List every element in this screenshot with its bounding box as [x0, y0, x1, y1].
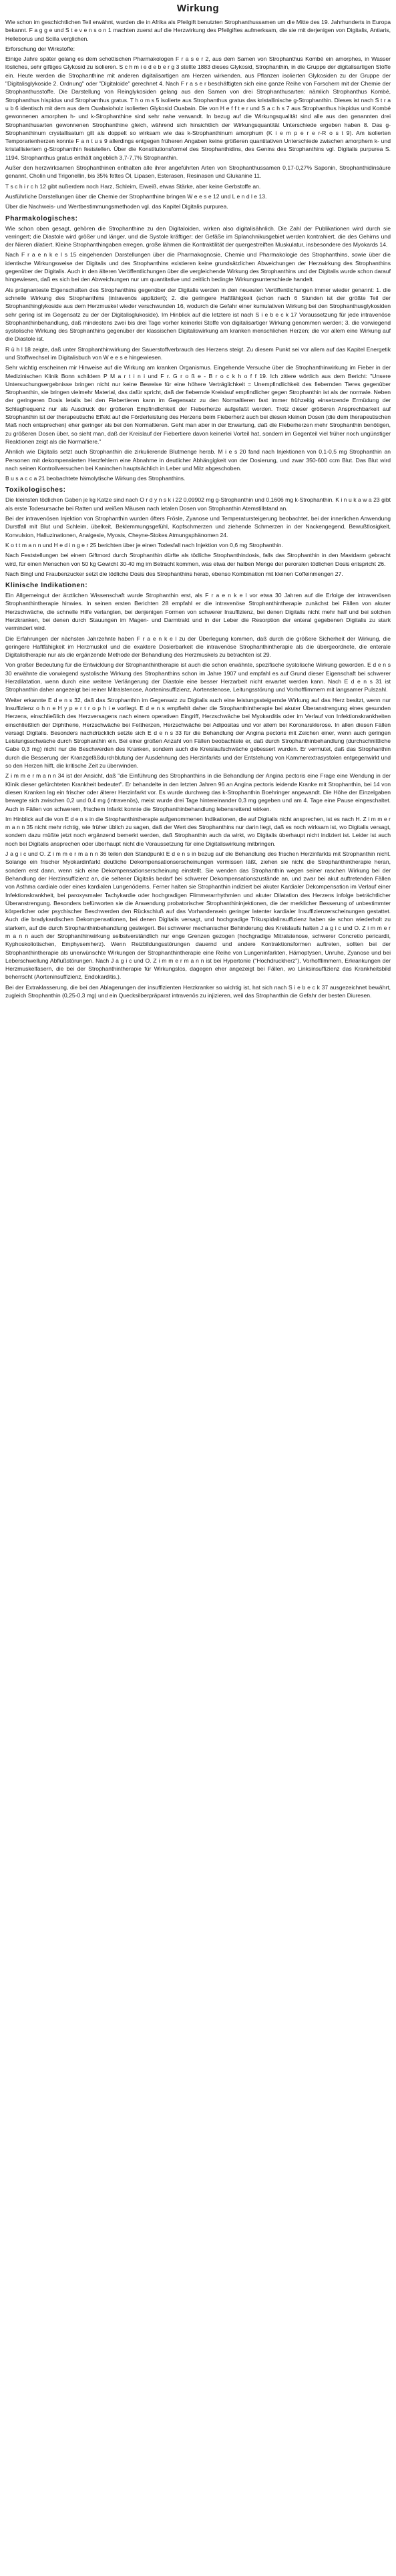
paragraph: Nach Feststellungen bei einem Giftmord durch Strophanthin dürfte als tödliche Strophanthindosis, falls das Strophanthin in den Mastdarm gebracht wird, für einen Menschen von 50 kg Gewicht 30-40 mg im Betracht kommen, was etwa der halben Menge der peroralen tödlichen Dosis entspricht 26. — [5, 552, 391, 567]
section-heading: Toxikologisches: — [5, 486, 66, 494]
document-body — [5, 18, 391, 999]
paragraph: Einige Jahre später gelang es dem schottischen Pharmakologen F r a s e r 2, aus dem Samen von Strophanthus Kombé ein amorphes, in Wasser lösliches, sehr giftiges Glykosid zu isolieren. S c h m i e d e b e r g 3 stellte 1883 dieses Glykosid, Strophanthin, in die Gruppe der digitalisartigen Stoffe ein. Heute werden die Strophanthine mit anderen digitalisartigen am Herzen wirkenden, aus Pflanzen isolierten Glykosiden zu der Gruppe der "Digitalisglykoside 2. Ordnung" oder "Digitaloide" gerechnet 4. Nach F r a s e r beschäftigten sich eine ganze Reihe von Forschern mit der Chemie der Strophanthusstoffe. Die Darstellung von Reinglykosiden gelang aus den Samen von drei Strophanthusarten: nämlich Strophanthus Kombé, Strophanthus hispidus und Strophanthus gratus. T h o m s 5 isolierte aus Strophanthus gratus das kristallinische g-Strophanthin. Dieses ist nach S t r a u b 6 identisch mit dem aus dem Ouabaioholz isolierten Glykosid Ouabain. Die von H e f f t e r und S a c h s 7 aus Strophanthus hispidus und Kombé gewonnenen amorphen h- und k-Strophanthine sind sehr nahe verwandt. In bezug auf die Wirkungsqualität sind alle aus den genannten drei Strophanthusarten gewonnenen Strophanthine gleich, während sich hinsichtlich der Wirkungsquantität Unterschiede ergeben haben 8. Das g-Strophanthinum crystallisatum gilt als doppelt so wirksam wie das k-Strophanthinum amorphum (K i e m p e r e r-R o s t 9). Am isolierten Temporarienherzen konnte F a n t u s 9 allerdings entgegen früheren Angaben keine größeren quantitativen Unterschiede zwischen amorphem k- und kristallisiertem g-Strophanthin feststellen. Über die Konstitutionsformel des Strophanthidins, des Genins des Strophanthins vgl. Digitalis purpurea S. 1194. Strophanthus gratus enthält angeblich 3,7-7,7% Strophanthin. — [5, 55, 391, 161]
paragraph: Ein Allgemeingut der ärztlichen Wissenschaft wurde Strophanthin erst, als F r a e n k e l vor etwa 30 Jahren auf die Erfolge der intravenösen Strophanthintherapie hinwies. In seinen ersten Berichten 28 empfahl er die intravenöse Strophanthintherapie zunächst bei Fällen von akuter Herzschwäche, die schnelle Hilfe verlangten, bei denjenigen Formen von schwerer Insuffizienz, bei denen Digitalis nicht mehr half und bei solchen Herzkranken, bei denen durch Stauungen im Magen- und Darmtrakt und in der Leber die Resorption der enteral gegebenen Digitalis zu stark vermindert wird. — [5, 592, 391, 632]
paragraph: Außer den herzwirksamen Strophanthinen enthalten alle ihrer angeführten Arten von Strophanthussamen 0,17-0,27% Saponin, Strophanthidinsäure genannt, Cholin und Trigonellin, bis 35% fettes Öl, Lipasen, Esterasen, Resinasen und Glukanine 11. — [5, 164, 391, 180]
paragraph: Bei der Extraklasserung, die bei den Ablagerungen der insuffizienten Herzkranker so wichtig ist, hat sich nach S i e b e c k 37 ausgezeichnet bewährt, zugleich Strophanthin (0,25-0,3 mg) und ein Quecksilberpräparat intravenös zu injizieren, weil das Strophanthin die Gefahr der besten Diuresen. — [5, 983, 391, 999]
paragraph: T s c h i r c h 12 gibt außerdem noch Harz, Schleim, Eiweiß, etwas Stärke, aber keine Gerbstoffe an. — [5, 182, 261, 190]
paragraph: R ü h l 18 zeigte, daß unter Strophanthinwirkung der Sauerstoffverbrauch des Herzens steigt. Zu diesem Punkt sei vor allem auf das Kapitel Energetik und Stoffwechsel im Digitalisbuch von W e e s e hingewiesen. — [5, 345, 391, 361]
paragraph: Nach Bingl und Fraubenzucker setzt die tödliche Dosis des Strophanthins herab, ebenso Kombination mit kleinen Coffeinmengen 27. — [5, 570, 343, 577]
paragraph: Die kleinsten tödlichen Gaben je kg Katze sind nach O r d y n s k i 22 0,09902 mg g-Strophanthin und 0,1606 mg k-Strophanthin. K i n u k a w a 23 gibt als erste Todesursache bei Ratten und weißen Mäusen nach letalen Dosen von Strophanthin Atemstillstand an. — [5, 496, 391, 512]
paragraph: Nach F r a e n k e l s 15 eingehenden Darstellungen über die Pharmakognosie, Chemie und Pharmakologie des Strophanthins, sowie über die identische Wirkungsweise der Digitalis und des Strophanthins existieren keine grundsätzlichen Abweichungen der Herzwirkung des Strophanthins gegenüber der Digitalis. Auch in den älteren Veröffentlichungen über die vergleichende Wirkung des Strophanthins und der Digitalis wurde schon darauf hingewiesen, daß es sich bei den Abweichungen nur um quantitative und zeitlich bedingte Wirkungsunterschiede handelt. — [5, 251, 391, 283]
paragraph: Weiter erkannte E d e n s 32, daß das Strophanthin im Gegensatz zu Digitalis auch eine leistungssteigernde Wirkung auf das Herz besitzt, wenn nur Insuffizienz o h n e H y p e r t r o p h i e vorliegt. E d e n s empfiehlt daher die Strophanthintherapie bei akuter Überanstrengung eines gesunden Herzens, einschließlich des Herzversagens nach einem operativen Eingriff, Herzschwäche bei Myokarditis oder im Verlauf von Infektionskrankheiten einschließlich der Diphtherie, Herzschwäche bei Fettherzen, Herzschwäche bei Adipositas und vor allem bei Koronarsklerose. In allen diesen Fällen versagt Digitalis. Besonders nachdrücklich setzte sich E d e n s 33 für die Behandlung der Angina pectoris mit Zeichen einer, wenn auch geringen Leistungsschwäche durch Strophanthin ein. Bei einer großen Anzahl von Fällen beobachtete er, daß durch Strophanthinbehandlung (durchschnittliche Gabe 0,3 mg) nicht nur die Beschwerden des Kranken, sondern auch die Kreislaufschwäche gebessert wurden. Er vermutet, daß das Strophanthin durch die Besserung der Kranzgefäßdurchblutung der Ausdehnung des Herzinfarkts und der Entstehung von Kammerextrasystolen entgegenwirkt und so den Herzen hilft, die kritische Zeit zu überwinden. — [5, 696, 391, 770]
paragraph: Erforschung der Wirkstoffe: — [5, 45, 75, 52]
section — [5, 215, 391, 483]
paragraph: Sehr wichtig erscheinen mir Hinweise auf die Wirkung am kranken Organismus. Eingehende Versuche über die Strophanthinwirkung im Fieber in der Medizinischen Klinik Bonn schildern P M a r t i n i und F r. G r o ß e - B r o c k h o f f 19. Ich zitiere wörtlich aus dem Bericht: "Unsere Untersuchungsergebnisse bringen nicht nur keine Beweise für eine höhere Verträglichkeit = Unempfindlichkeit des fiebernden Tieres gegenüber Strophanthin, sie bringen vielmehr Material, das dafür spricht, daß der fiebernde Kreislauf empfindlicher gegen Strophanthin ist als der normale. Neben der geringeren Dosis letalis bei den Fiebertieren kann im Gegensatz zu den Normaltieren fast immer frühzeitig einsetzende Ermüdung der Schlagfrequenz nur als Ausdruck der größeren Empfindlichkeit der Fieberherze aufgefaßt werden. Trotz dieser größeren Ansprechbarkeit auf Strophanthin ist der therapeutische Effekt auf die Förderleistung des Herzens beim Fieberherz auch bei diesen kleinen Dosen (die dem therapeutischen Maß noch entsprechen) eher geringer als bei den Normaltieren. Geht man aber in der Erwartung, daß die Fieberherzen mehr Strophanthin benötigen, zu größeren Dosen über, so sieht man, daß der Kreislauf der Fiebertiere davon keinerlei Vorteil hat, sondern im Gegenteil viel früher noch ungünstiger Reaktionen zeigt als die Normaltiere." — [5, 364, 391, 445]
paragraph: Z i m m e r m a n n 34 ist der Ansicht, daß "die Einführung des Strophanthins in die Behandlung der Angina pectoris eine Frage eine Wendung in der Klinik dieser gefürchteten Krankheit bedeutet". Er behandelte in den letzten Jahren 96 an Angina pectoris leidende Kranke mit Strophanthin, bei 14 von diesen Kranken lag ein frischer oder älterer Herzinfarkt vor. Es wurde durchweg das k-Strophanthin Boehringer angewandt. Die Höhe der Einzelgaben bewegte sich zwischen 0,2 und 0,4 mg (intravenös), meist wurde drei Tage hintereinander 0,3 mg gegeben und am 4. Tage eine Pause eingeschaltet. Auch in Fällen von schwerem, frischem Infarkt konnte die Strophanthinbehandlung lebensrettend wirken. — [5, 772, 391, 812]
paragraph: Im Hinblick auf die von E d e n s in die Strophanthintherapie aufgenommenen Indikationen, die auf Digitalis nicht ansprechen, ist es nach H. Z i m m e r m a n n 35 nicht mehr richtig, wie früher üblich zu sagen, daß der Wert des Strophanthins nur darin liegt, daß es noch wirksam ist, wo Digitalis versagt, sondern dazu müßte jetzt noch ergänzend bemerkt werden, daß Strophanthin auch da wirkt, wo Digitalis überhaupt nicht indiziert ist. Leider ist auch noch bei Digitalis ansprechen oder überhaupt nicht die Voraussetzung für eine Digitaliswirkung mitbringen. — [5, 815, 391, 847]
section — [5, 582, 391, 999]
paragraph: Bei der intravenösen Injektion von Strophanthin wurden öfters Frösle, Zyanose und Temperatursteigerung beobachtet, bei der innerlichen Anwendung Durstfall mit Blut und Schleim, übelkeit, Beklemmungsgefühl, Kopfschmerzen und ziehende Schmerzen in der Nackengegend, Bewußtlosigkeit, Konvulsion, Halluzinationen, Analgesie, Myosis, Cheyne-Stokes Atmungsphänomen 24. — [5, 515, 391, 538]
paragraph: Über die Nachweis- und Wertbestimmungsmethoden vgl. das Kapitel Digitalis purpurea. — [5, 203, 228, 210]
paragraph: Als prägnanteste Eigenschaften des Strophanthins gegenüber der Digitalis werden in den neuesten Veröffentlichungen immer wieder genannt: 1. die schnelle Wirkung des Strophanthins (intravenös appliziert); 2. die geringere Haftfähigkeit (schon nach 6 Stunden ist der größte Teil der Strophanthinglykoside aus dem Herzmuskel wieder verschwunden 16, wodurch die Gefahr einer kumulativen Wirkung bei den Strophanthusglykosiden sehr gering ist im Gegensatz zu der der Digitalisglukoside). Im Hinblick auf die letztere ist nach S i e b e c k 17 Voraussetzung für jede intravenöse Strophanthinbehandlung, daß mindestens zwei bis drei Tage vorher keinerlei Stoffe von digitalisartiger Wirkung genommen werden; 3. die vorwiegend systolische Wirkung des Strophanthins gegenüber der klassischen Digitaliswirkung am kranken menschlichen Herzen; die vor allem eine Wirkung auf die Diastole ist. — [5, 286, 391, 343]
paragraph: Die Erfahrungen der nächsten Jahrzehnte haben F r a e n k e l zu der Überlegung kommen, daß durch die größere Sicherheit der Wirkung, die geringere Haftfähigkeit im Herzmuskel und die exaktere Dosierbarkeit die intravenöse Strophanthintherapie als die übergeordnete, die enterale Digitalistherapie nur als die ergänzende Methode der Behandlung des Herzmuskels zu betrachten ist 29. — [5, 635, 391, 659]
paragraph: B u s a c c a 21 beobachtete hämolytische Wirkung des Strophanthins. — [5, 475, 186, 482]
section-heading: Pharmakologisches: — [5, 214, 78, 222]
section-heading: Klinische Indikationen: — [5, 582, 88, 590]
section — [5, 18, 391, 211]
paragraph: Wie schon oben gesagt, gehören die Strophanthine zu den Digitaloiden, wirken also digitalisähnlich. Die Zahl der Publikationen wird durch sie verringert; die Diastole wird größer und länger, und die Systole kräftiger; der Gefäße im Splanchnikusgebiet werden kontrahiert, die des Gehirns und der Nieren dilatiert. Kleine Strophanthingaben erregen, große lähmen die Kontraktilität der quergestreiften Muskulatur, insbesondere des Myokards 14. — [5, 224, 391, 249]
paragraph: Von großer Bedeutung für die Entwicklung der Strophanthintherapie ist auch die schon erwähnte, spezifische systolische Wirkung geworden. E d e n s 30 erwähnte die vorwiegend systolische Wirkung des Strophanthins schon im Jahre 1907 und empfahl es auf Grund dieser Eigenschaft bei schwerer Herzdilatation, wenn durch eine weitere Verlängerung der Diastole eine besser Herzarbeit nicht erwartet werden kann. Nach E d e n s 31 ist Strophanthin daher angezeigt bei reiner Mitralstenose, Aorteninsuffizienz, Aortenstenose, Leitungsstörung und Vorhofflimmern mit langsamer Pulszahl. — [5, 661, 391, 693]
document-page — [0, 0, 396, 999]
paragraph: K o t t m a n n und H e d i n g e r 25 berichten über je einen Todesfall nach Injektion von 0,6 mg Strophanthin. — [5, 541, 283, 548]
section — [5, 486, 391, 578]
paragraph: Ähnlich wie Digitalis setzt auch Strophanthin die zirkulierende Blutmenge herab. M i e s 20 fand nach Injektionen von 0,1-0,5 mg Strophanthin an Personen mit dekompensierten Herzfehlern eine Abnahme in deutlicher Abhängigkeit von der Dosierung, und zwar 350-600 ccm Blut. Das Blut wird nach seinen Kontrollversuchen bei Kaninchen hauptsächlich in Leber und Milz abgeschoben. — [5, 448, 391, 472]
paragraph: J a g i c und O. Z i m m e r m a n n 36 teilen den Standpunkt E d e n s in bezug auf die Behandlung des frischen Herzinfarkts mit Strophanthin nicht. Solange ein frischer Myokardinfarkt deutliche Dekompensationserscheinungen vermissen läßt, ziehen sie nicht die Strophanthintherapie heran, sondern erst dann, wenn sich eine Dekompensationserscheinung einstellt. Sie wenden das Strophanthin wegen seiner raschen Wirkung bei der Behandlung der Herzinsuffizienz an, die seltener Digitalis bedarf bei schwerer Dekompensationszustände an, und zwar bei akut auftretenden Fällen von Asthma cardiale oder eines kardialen Lungenödems. Ferner halten sie Strophanthin indiziert bei akuter Kardialer Dekompensation im Verlauf einer Infektionskrankheit, bei paroxysmaler Tachykardie oder hochgradigen Flimmerarrhythmien und akuter Dilatation des Herzens infolge beträchtlicher Überanstrengung. Besonders befürworten sie die Anwendung probatorischer Strophanthininjektionen, die der merklicher Besserung of unbestimmter körperlicher oder psychischer Beschwerden den Rückschluß auf das Vorhandensein geringer latenter kardialer Insuffizienzerscheinungen gestattet. Auch die bradykardischen Dekompensationen, bei denen Digitalis versagt, und hochgradige Trikuspidalinsuffizienz haben sie schon wiederholt zu starkem, auf die durch Strophanthinbehandlung gesteigert. Bei schwerer mechanischer Behinderung des Kreislaufs halten J a g i c und O. Z i m m e r m a n n auch der Strophanthinwirkung selbstverständlich nur enge Grenzen gezogen (hochgradige Mitralstenose, schwerer Concretio pericardii, Kyphoskoliotischen, Emphysemherz). Wenn Reizbildungsstörungen dauernd und andere Kontraktionsformen auftreten, sollten bei der Strophanthintherapie als unerwünschte Wirkungen der Strophanthintherapie eine Reihe von Lungeninfarkten, Hämoptysen, Unruhe, Zyanose und bei Leberschwellung Abflußstörungen. Nach J a g i c und O. Z i m m e r m a n n ist bei Hypertonie ("Hochdruckherz"), Vorhofflimmern, Erkrankungen der Herzmuskelfasern, die bei der Strophanthintherapie für Wirkungslos, dagegen eher angezeigt bei Fällen, wo Linksinsuffizienz das Krankheitsbild beherrscht (Aorteninsuffizienz, Endokarditis.). — [5, 850, 391, 981]
page-title: Wirkung — [176, 3, 220, 14]
paragraph: Ausführliche Darstellungen über die Chemie der Strophanthine bringen W e e s e 12 und L e n d l e 13. — [5, 192, 267, 200]
paragraph: Wie schon im geschichtlichen Teil erwähnt, wurden die in Afrika als Pfeilgift benutzten Strophanthussamen um die Mitte des 19. Jahrhunderts in Europa bekannt. F a g g e und S t e v e n s o n 1 machten zuerst auf die Herzwirkung des Pfeilgiftes aufmerksam, die sie mit derjenigen von Digitalis, Antiaris, Helleborus und Scilla verglichen. — [5, 19, 391, 42]
